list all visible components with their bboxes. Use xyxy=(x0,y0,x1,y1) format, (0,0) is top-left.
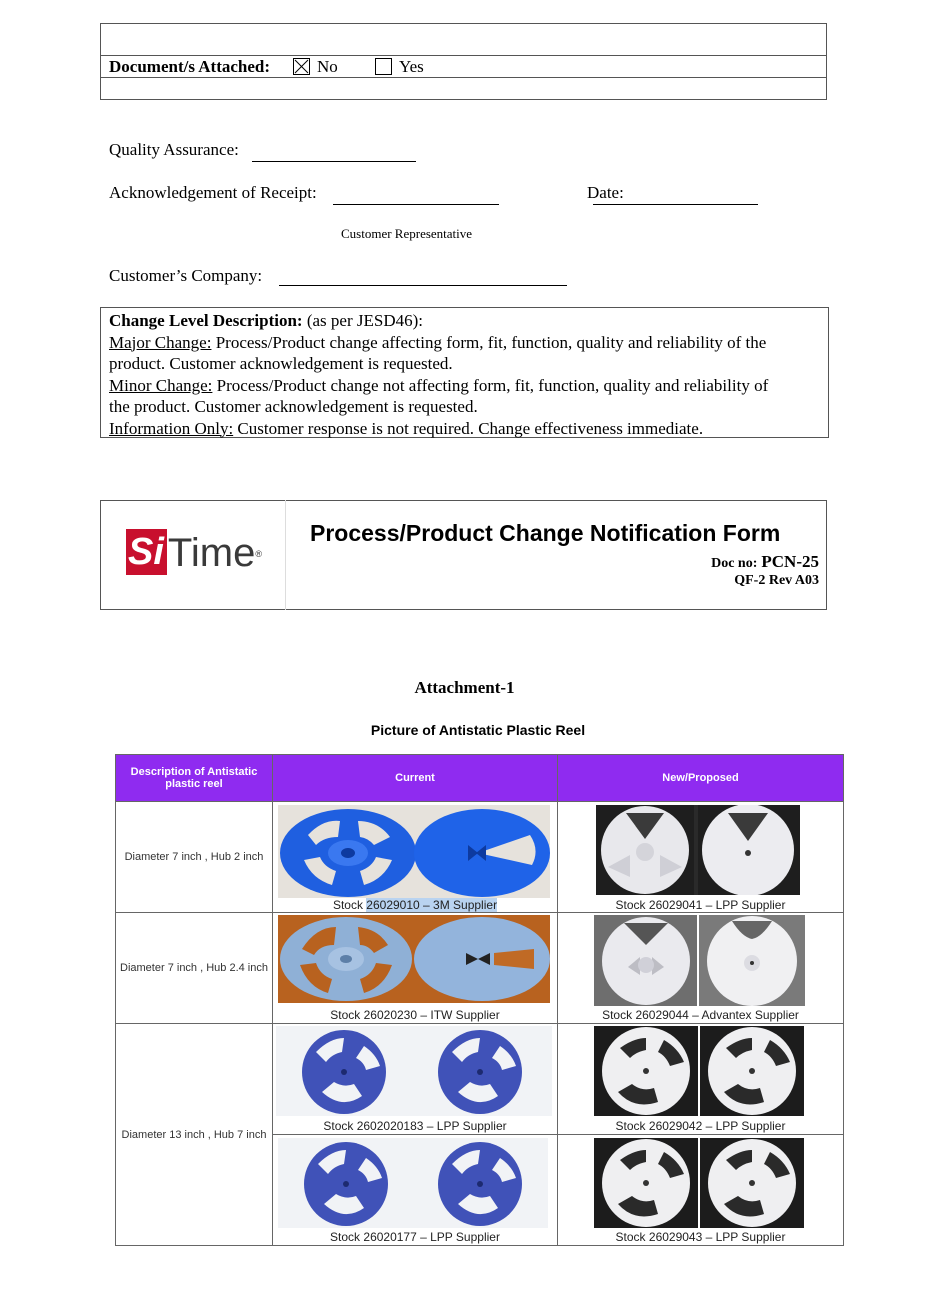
table-row xyxy=(116,802,844,913)
quality-assurance-label: Quality Assurance: xyxy=(109,140,239,159)
current-reel-cell xyxy=(273,802,558,913)
customer-company-label: Customer’s Company: xyxy=(109,266,263,285)
logo-si-mark: Si xyxy=(126,529,167,575)
current-reel-caption: Stock 26020177 – LPP Supplier xyxy=(330,1230,500,1244)
reel-photo xyxy=(278,805,550,898)
column-header: Current xyxy=(273,755,558,802)
attachment-title: Attachment-1 xyxy=(414,678,515,697)
column-header: New/Proposed xyxy=(558,755,844,802)
caption-highlighted: 26029010 – 3M Supplier xyxy=(366,898,498,912)
date-label: Date: xyxy=(587,183,624,202)
divider xyxy=(100,77,827,78)
new-reel-caption: Stock 26029042 – LPP Supplier xyxy=(615,1119,786,1133)
no-label: No xyxy=(317,57,338,76)
reel-description: Diameter 13 inch , Hub 7 inch xyxy=(116,1024,273,1246)
no-checkbox[interactable] xyxy=(293,58,310,75)
caption-prefix: Stock xyxy=(332,898,367,912)
date-line[interactable] xyxy=(593,204,758,205)
reel-photo xyxy=(276,1026,552,1116)
logo-registered-mark: ® xyxy=(255,549,262,559)
current-reel-cell xyxy=(273,1135,558,1246)
acknowledgement-signature-line[interactable] xyxy=(333,204,499,205)
new-reel-cell xyxy=(558,1024,844,1135)
customer-company-line[interactable] xyxy=(279,285,567,286)
information-only-text: Customer response is not required. Change effectiveness immediate. xyxy=(237,418,704,438)
new-reel-cell xyxy=(558,913,844,1024)
divider xyxy=(100,55,827,56)
current-reel-caption: Stock 26020230 – ITW Supplier xyxy=(330,1008,500,1022)
change-level-title: Change Level Description: xyxy=(109,311,303,330)
current-reel-cell xyxy=(273,1024,558,1135)
blue-reel-image xyxy=(278,805,550,898)
indigo-reel-image xyxy=(276,1026,552,1116)
minor-change-text-1: Process/Product change not affecting form, fit, function, quality and reliability of xyxy=(216,375,769,395)
reel-photo xyxy=(594,1138,804,1228)
change-level-text xyxy=(109,310,825,439)
reel-description: Diameter 7 inch , Hub 2 inch xyxy=(116,802,273,913)
reel-description: Diameter 7 inch , Hub 2.4 inch xyxy=(116,913,273,1024)
table-row xyxy=(116,1024,844,1135)
major-change-label: Major Change: xyxy=(109,332,212,352)
quality-assurance-signature-line[interactable] xyxy=(252,161,416,162)
indigo-reel-image xyxy=(278,1138,548,1228)
new-reel-cell xyxy=(558,802,844,913)
new-reel-caption: Stock 26029044 – Advantex Supplier xyxy=(602,1008,799,1022)
current-reel-caption xyxy=(273,898,557,912)
doc-number xyxy=(711,552,819,572)
column-header: Description of Antistatic plastic reel xyxy=(116,755,273,802)
reel-comparison-table xyxy=(115,754,844,1246)
new-reel-caption: Stock 26029041 – LPP Supplier xyxy=(615,898,786,912)
reel-photo xyxy=(594,1026,804,1116)
sitime-logo xyxy=(126,529,262,579)
acknowledgement-label: Acknowledgement of Receipt: xyxy=(109,183,317,202)
major-change-text-2: product. Customer acknowledgement is requested. xyxy=(109,354,453,373)
new-reel-caption: Stock 26029043 – LPP Supplier xyxy=(615,1230,786,1244)
light-blue-reel-image xyxy=(278,915,550,1003)
reel-photo xyxy=(278,1138,548,1228)
reel-photo xyxy=(596,805,800,895)
new-reel-cell xyxy=(558,1135,844,1246)
reel-photo xyxy=(594,915,805,1006)
checked-x-icon xyxy=(294,59,309,74)
information-only-label: Information Only: xyxy=(109,418,234,438)
change-level-note: (as per JESD46): xyxy=(306,311,423,330)
table-row xyxy=(116,913,844,1024)
table-header-row xyxy=(116,755,844,802)
current-reel-caption: Stock 2602020183 – LPP Supplier xyxy=(323,1119,507,1133)
minor-change-text-2: the product. Customer acknowledgement is requested. xyxy=(109,397,478,416)
white-reel-image xyxy=(594,1026,804,1116)
yes-label: Yes xyxy=(399,57,424,76)
yes-checkbox[interactable] xyxy=(375,58,392,75)
documents-attached-label: Document/s Attached: xyxy=(109,57,271,76)
divider xyxy=(285,500,286,610)
attachment-subtitle: Picture of Antistatic Plastic Reel xyxy=(370,722,586,738)
current-reel-cell xyxy=(273,913,558,1024)
doc-no-label: Doc no: xyxy=(711,556,758,571)
form-revision: QF-2 Rev A03 xyxy=(734,573,819,588)
logo-time-text: Time xyxy=(167,531,256,575)
doc-no-value: PCN-25 xyxy=(761,552,819,571)
white-reel-image xyxy=(594,1138,804,1228)
form-title: Process/Product Change Notification Form xyxy=(310,520,781,546)
white-reel-image xyxy=(594,915,805,1006)
major-change-text-1: Process/Product change affecting form, fit, function, quality and reliability of the xyxy=(215,332,767,352)
customer-representative-caption: Customer Representative xyxy=(341,226,473,241)
minor-change-label: Minor Change: xyxy=(109,375,213,395)
white-reel-image xyxy=(596,805,800,895)
reel-photo xyxy=(278,915,550,1003)
